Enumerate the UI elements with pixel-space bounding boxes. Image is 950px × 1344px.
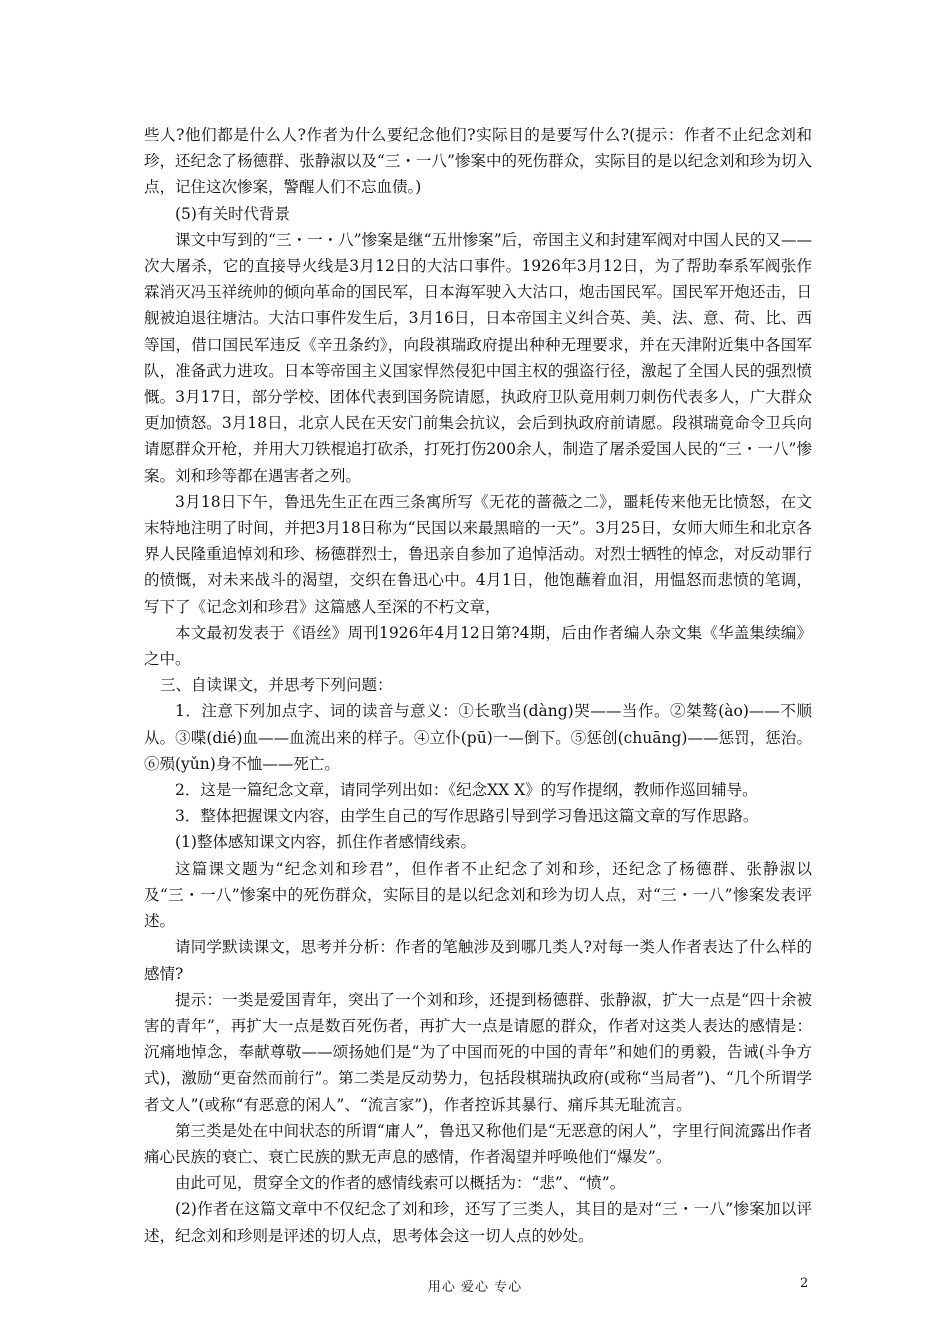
paragraph: 三、自读课文，并思考下列问题： [160,676,393,695]
paragraph: 3月18日下午，鲁迅先生正在西三条寓所写《无花的蔷薇之二》，噩耗传来他无比愤怒，在文末特地注明了时间，并把3月18日称为“民国以来最黑暗的一天”。3月25日，女师大师生和北京各界人民隆重追悼刘和珍、杨德群烈士，鲁迅亲自参加了追悼活动。对烈士牺牲的悼念，对反动罪行的愤慨，对未来战斗的渴望，交织在鲁迅心中。4月1日，他饱蘸着血泪，用愠怒而悲愤的笔调，写下了《记念刘和珍君》这篇感人至深的不朽文章， [144,492,812,616]
paragraph: 由此可见，贯穿全文的作者的感情线索可以概括为：“悲”、“愤”。 [175,1174,626,1193]
paragraph: 1．注意下列加点字、词的读音与意义：①长歌当(dàng)哭——当作。②桀骜(ào)——不顺从。③喋(dié)血——血流出来的样子。④立仆(pū)一—倒下。⑤惩创(chuāng)——惩罚，惩治。⑥殒(yǔn)身不恤——死亡。 [144,702,812,773]
document-body [144,122,812,1249]
paragraph: 本文最初发表于《语丝》周刊1926年4月12日第?4期，后由作者编人杂文集《华盖集续编》之中。 [144,623,812,669]
page-number: 2 [800,1276,809,1291]
paragraph: (1)整体感知课文内容，抓住作者感情线索。 [175,833,476,852]
paragraph: 些人?他们都是什么人?作者为什么要纪念他们?实际目的是要写什么?(提示：作者不止纪念刘和珍，还纪念了杨德群、张静淑以及“三・一八”惨案中的死伤群众，实际目的是以纪念刘和珍为切入点，记住这次惨案，警醒人们不忘血债。) [144,126,812,197]
paragraph: 课文中写到的“三・一・八”惨案是继“五卅惨案”后，帝国主义和封建军阀对中国人民的又——次大屠杀，它的直接导火线是3月12日的大沽口事件。1926年3月12日，为了帮助奉系军阀张作霖消灭冯玉祥统帅的倾向革命的国民军，日本海军驶入大沽口，炮击国民军。国民军开炮还击，日舰被迫退往塘沽。大沽口事件发生后，3月16日，日本帝国主义纠合英、美、法、意、荷、比、西等国，借口国民军违反《辛丑条约》，向段祺瑞政府提出种种无理要求，并在天津附近集中各国军队，准备武力进攻。日本等帝国主义国家悍然侵犯中国主权的强盗行径，激起了全国人民的强烈愤慨。3月17日，部分学校、团体代表到国务院请愿，执政府卫队竟用刺刀刺伤代表多人，广大群众更加愤怒。3月18日，北京人民在天安门前集会抗议，会后到执政府前请愿。段祺瑞竟命令卫兵向请愿群众开枪，并用大刀铁棍追打砍杀，打死打伤200余人，制造了屠杀爱国人民的“三・一八”惨案。刘和珍等都在遇害者之列。 [144,230,812,485]
paragraph: 第三类是处在中间状态的所谓“庸人”，鲁迅又称他们是“无恶意的闲人”，字里行间流露出作者痛心民族的衰亡、衰亡民族的默无声息的感情，作者渴望并呼唤他们“爆发”。 [144,1121,812,1166]
paragraph: 3．整体把握课文内容，由学生自己的写作思路引导到学习鲁迅这篇文章的写作思路。 [175,807,759,826]
paragraph: 2．这是一篇纪念文章，请同学列出如：《纪念XX X》的写作提纲，教师作巡回辅导。 [175,781,758,800]
paragraph: (5)有关时代背景 [175,204,290,223]
paragraph: (2)作者在这篇文章中不仅纪念了刘和珍，还写了三类人，其目的是对“三・一八”惨案加以评述，纪念刘和珍则是评述的切人点，思考体会这一切人点的妙处。 [144,1200,812,1245]
paragraph: 提示：一类是爱国青年，突出了一个刘和珍，还提到杨德群、张静淑，扩大一点是“四十余被害的青年”，再扩大一点是数百死伤者，再扩大一点是请愿的群众，作者对这类人表达的感情是：沉痛地悼念，奉献尊敬——颂扬她们是“为了中国而死的中国的青年”和她们的勇毅，告诫(斗争方式)，激励“更奋然而前行”。第二类是反动势力，包括段棋瑞执政府(或称“当局者”)、“几个所谓学者文人”(或称“有恶意的闲人”、“流言家”)，作者控诉其暴行、痛斥其无耻流言。 [144,990,812,1114]
footer-motto: 用心 爱心 专心 [427,1280,523,1295]
paragraph: 这篇课文题为“纪念刘和珍君”，但作者不止纪念了刘和珍，还纪念了杨德群、张静淑以及“三・一八”惨案中的死伤群众，实际目的是以纪念刘和珍为切人点，对“三・一八”惨案发表评述。 [144,859,812,931]
paragraph: 请同学默读课文，思考并分析：作者的笔触涉及到哪几类人?对每一类人作者表达了什么样的感情? [144,938,812,983]
